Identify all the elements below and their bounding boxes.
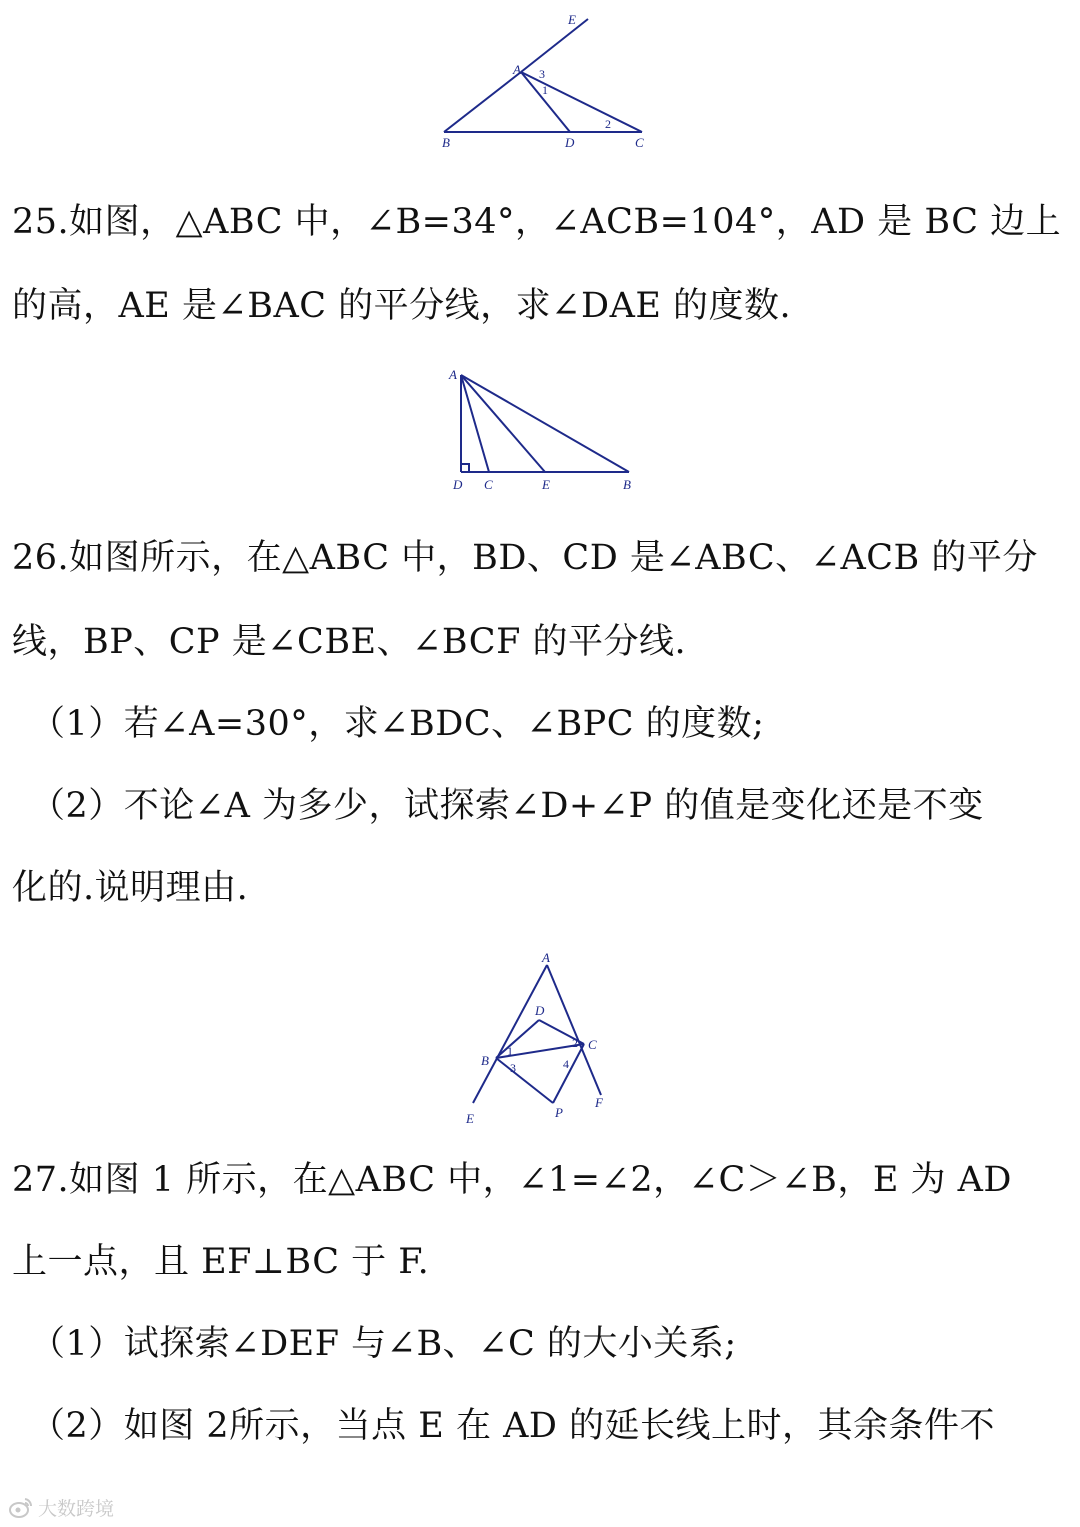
angle-2-label: 2 xyxy=(605,117,611,131)
segment-cp xyxy=(553,1044,584,1103)
segment-bp xyxy=(496,1058,553,1103)
q25-line-2: 的高，AE 是∠BAC 的平分线，求∠DAE 的度数. xyxy=(12,286,792,326)
q25-line-1: 25.如图，△ABC 中，∠B=34°，∠ACB=104°，AD 是 BC 边上 xyxy=(12,202,1062,242)
label-f: F xyxy=(595,1095,603,1110)
label-d: D xyxy=(565,135,575,150)
label-d: D xyxy=(535,1003,545,1018)
angle-1-label: 1 xyxy=(507,1044,513,1058)
q26-part-2-line-2: 化的.说明理由. xyxy=(12,868,249,908)
weibo-logo-icon xyxy=(8,1495,34,1521)
right-angle-mark xyxy=(461,464,469,472)
ray-ae xyxy=(521,19,588,72)
q26-part-1: （1）若∠A=30°，求∠BDC、∠BPC 的度数; xyxy=(30,704,765,744)
figure-1-svg xyxy=(430,10,660,155)
watermark xyxy=(8,1494,114,1521)
segment-ae xyxy=(461,375,545,472)
ray-ae xyxy=(473,965,547,1103)
figure-3-svg xyxy=(455,945,625,1130)
q26-line-2: 线，BP、CP 是∠CBE、∠BCF 的平分线. xyxy=(12,622,687,662)
angle-1-label: 1 xyxy=(542,83,548,97)
angle-3-label: 3 xyxy=(510,1061,516,1075)
label-b: B xyxy=(481,1053,489,1068)
segment-ac xyxy=(521,72,642,132)
segment-ad xyxy=(521,72,570,132)
label-p: P xyxy=(555,1105,563,1120)
label-d: D xyxy=(453,477,463,492)
angle-4-label: 4 xyxy=(563,1057,569,1071)
q27-line-1: 27.如图 1 所示，在△ABC 中，∠1=∠2，∠C＞∠B，E 为 AD xyxy=(12,1160,1012,1200)
label-a: A xyxy=(449,367,457,382)
q27-line-2: 上一点，且 EF⊥BC 于 F. xyxy=(12,1242,430,1282)
watermark-text: 大数跨境 xyxy=(38,1498,115,1520)
figure-2 xyxy=(445,365,645,495)
figure-3 xyxy=(455,945,625,1130)
label-c: C xyxy=(484,477,493,492)
label-e: E xyxy=(542,477,550,492)
label-c: C xyxy=(588,1037,597,1052)
label-a: A xyxy=(513,62,521,77)
label-a: A xyxy=(542,950,550,965)
figure-1 xyxy=(430,10,660,155)
label-e: E xyxy=(466,1111,474,1126)
angle-2-label: 2 xyxy=(572,1036,578,1050)
label-b: B xyxy=(623,477,631,492)
label-e: E xyxy=(568,12,576,27)
label-b: B xyxy=(442,135,450,150)
q27-part-1: （1）试探索∠DEF 与∠B、∠C 的大小关系; xyxy=(30,1324,737,1364)
q27-part-2: （2）如图 2所示，当点 E 在 AD 的延长线上时，其余条件不 xyxy=(30,1406,996,1446)
label-c: C xyxy=(635,135,644,150)
segment-ba xyxy=(444,72,521,132)
figure-2-svg xyxy=(445,365,645,495)
q26-line-1: 26.如图所示，在△ABC 中，BD、CD 是∠ABC、∠ACB 的平分 xyxy=(12,538,1038,578)
segment-ab xyxy=(461,375,629,472)
angle-3-label: 3 xyxy=(539,67,545,81)
q26-part-2-line-1: （2）不论∠A 为多少，试探索∠D+∠P 的值是变化还是不变 xyxy=(30,786,984,826)
ray-af xyxy=(547,965,601,1095)
